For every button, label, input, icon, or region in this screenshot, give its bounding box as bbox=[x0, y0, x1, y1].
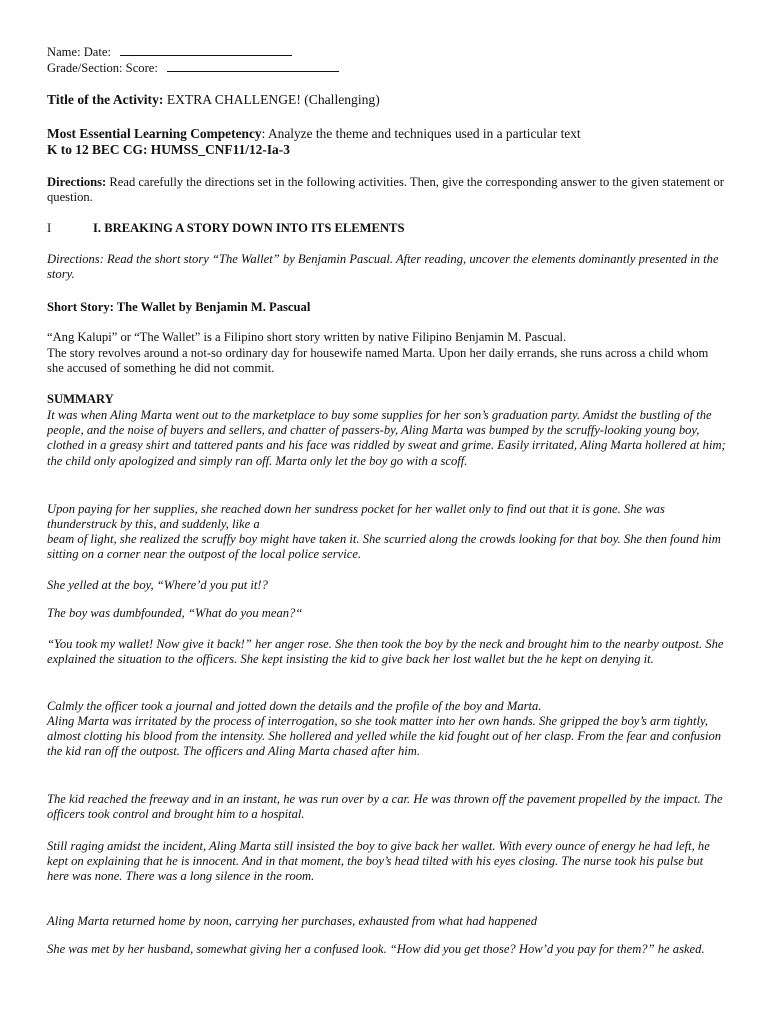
name-date-blank bbox=[120, 44, 292, 56]
name-date-label: Name: Date: bbox=[47, 45, 111, 59]
activity-title bbox=[47, 92, 727, 107]
melc-code: K to 12 BEC CG: HUMSS_CNF11/12-Ia-3 bbox=[47, 142, 290, 157]
summary-paragraph: Aling Marta returned home by noon, carrying her purchases, exhausted from what had happened bbox=[47, 914, 538, 928]
directions bbox=[47, 175, 727, 205]
summary-paragraph: The kid reached the freeway and in an instant, he was run over by a car. He was thrown off the pavement propelled by the impact. The officers took control and brought him to a hospital. bbox=[47, 792, 723, 822]
grade-score-label: Grade/Section: Score: bbox=[47, 61, 158, 75]
melc-line bbox=[47, 126, 727, 141]
grade-score-blank bbox=[167, 60, 339, 72]
section-heading: I. BREAKING A STORY DOWN INTO ITS ELEMENTS bbox=[93, 221, 405, 235]
section-directions: Directions: Read the short story “The Wallet” by Benjamin Pascual. After reading, uncover the elements dominantly presented in the story. bbox=[47, 252, 719, 282]
name-date-line bbox=[47, 44, 727, 60]
summary-heading: SUMMARY bbox=[47, 392, 114, 406]
summary-paragraph: “You took my wallet! Now give it back!” her anger rose. She then took the boy by the neck and brought him to the nearby outpost. She explained the situation to the officers. She kept insisting the kid to give back her lost wallet but the he kept on denying it. bbox=[47, 637, 724, 667]
section-heading-row bbox=[47, 221, 727, 236]
melc-text: : Analyze the theme and techniques used in a particular text bbox=[261, 126, 581, 141]
summary-paragraph: Aling Marta was irritated by the process of interrogation, so she took matter into her own hands. She gripped the boy’s arm tightly, almost clotting his blood from the intensity. She hollered and yelled while the kid fought out of her clasp. From the fear and confusion the kid ran off the outpost. The officers and Aling Marta chased after him. bbox=[47, 714, 722, 759]
activity-title-label: Title of the Activity: bbox=[47, 92, 164, 107]
story-intro-1: “Ang Kalupi” or “The Wallet” is a Filipino short story written by native Filipino Benjamin M. Pascual. bbox=[47, 330, 567, 344]
grade-score-line bbox=[47, 60, 727, 76]
directions-text: Read carefully the directions set in the following activities. Then, give the corresponding answer to the given statement or question. bbox=[47, 175, 724, 205]
summary-paragraph: It was when Aling Marta went out to the marketplace to buy some supplies for her son’s graduation party. Amidst the bustling of the people, and the noise of buyers and sellers, and chatter of passers-by, Aling Marta was bumped by the scruffy-looking young boy, clothed in a greasy shirt and tattered pants and his face was riddled by sweat and grime. Easily irritated, Aling Marta hollered at him; the child only apologized and simply ran off. Marta only let the boy go with a scoff. bbox=[47, 408, 726, 468]
summary-paragraph: beam of light, she realized the scruffy boy might have taken it. She scurried along the crowds looking for that boy. She then found him sitting on a corner near the outpost of the local police service. bbox=[47, 532, 721, 562]
summary-paragraph: She yelled at the boy, “Where’d you put it!? bbox=[47, 578, 268, 592]
section-numeral: I bbox=[47, 221, 52, 235]
activity-title-text: EXTRA CHALLENGE! (Challenging) bbox=[166, 92, 380, 107]
directions-label: Directions: bbox=[47, 175, 107, 189]
story-intro-2: The story revolves around a not-so ordinary day for housewife named Marta. Upon her daily errands, she runs across a child whom she accused of something he did not commit. bbox=[47, 346, 709, 376]
summary-paragraph: Still raging amidst the incident, Aling Marta still insisted the boy to give back her wallet. With every ounce of energy he had left, he kept on explaining that he is innocent. And in that moment, the boy’s head tilted with his eyes closing. The nurse took his pulse but here was none. There was a long silence in the room. bbox=[47, 839, 710, 884]
summary-paragraph: The boy was dumbfounded, “What do you mean?“ bbox=[47, 606, 303, 620]
summary-paragraph: Upon paying for her supplies, she reached down her sundress pocket for her wallet only to find out that it is gone. She was thunderstruck by this, and suddenly, like a bbox=[47, 502, 665, 532]
summary-paragraph: Calmly the officer took a journal and jotted down the details and the profile of the boy and Marta. bbox=[47, 699, 542, 713]
summary-paragraph: She was met by her husband, somewhat giving her a confused look. “How did you get those? How’d you pay for them?” he asked. bbox=[47, 942, 705, 956]
melc-label: Most Essential Learning Competency bbox=[47, 126, 262, 141]
story-title: Short Story: The Wallet by Benjamin M. Pascual bbox=[47, 300, 311, 314]
